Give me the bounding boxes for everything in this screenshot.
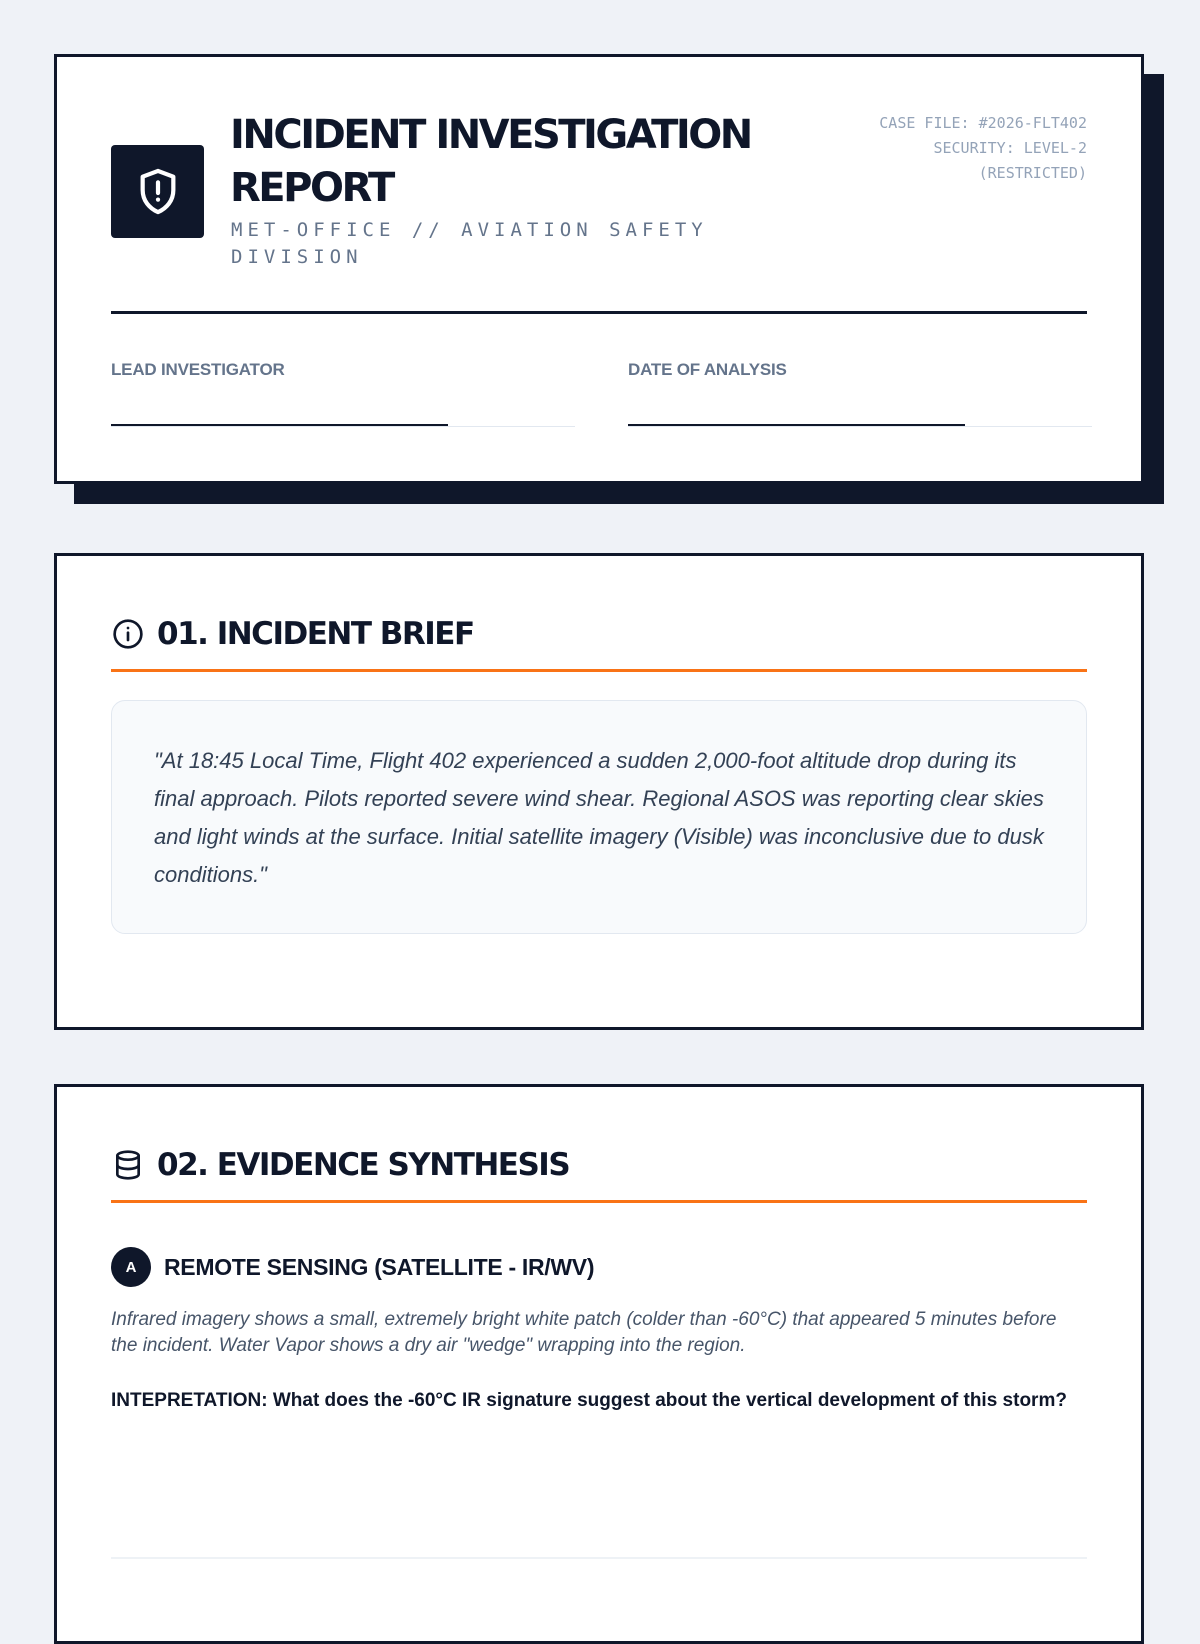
evidence-item-a-description: Infrared imagery shows a small, extremely bright white patch (colder than -60°C) that appeared 5 minutes before the incident. Water Vapor shows a dry air "wedge" wrapping into the region. (111, 1309, 1057, 1356)
evidence-item-a-title: REMOTE SENSING (SATELLITE - IR/WV) (164, 1253, 595, 1280)
header-divider (111, 311, 1087, 314)
restricted-label: (RESTRICTED) (978, 164, 1087, 182)
lead-investigator-field (111, 360, 575, 427)
lead-investigator-label: LEAD INVESTIGATOR (111, 360, 285, 379)
database-icon (111, 1148, 145, 1182)
case-file-number: CASE FILE: #2026-FLT402 (879, 114, 1087, 132)
report-header-card (54, 54, 1144, 484)
shield-alert-icon (135, 167, 181, 217)
incident-brief-title: 01. INCIDENT BRIEF (157, 616, 474, 652)
date-of-analysis-label: DATE OF ANALYSIS (628, 360, 787, 379)
evidence-item-a-badge: A (111, 1247, 151, 1287)
incident-brief-card (54, 553, 1144, 1030)
date-of-analysis-input[interactable] (628, 404, 1092, 427)
report-logo (111, 145, 204, 238)
evidence-synthesis-card (54, 1084, 1144, 1644)
incident-brief-header (111, 616, 1087, 672)
evidence-item-a-question: INTEPRETATION: What does the -60°C IR signature suggest about the vertical development of this storm? (111, 1390, 1067, 1411)
incident-brief-quote: "At 18:45 Local Time, Flight 402 experienced a sudden 2,000-foot altitude drop during its final approach. Pilots reported severe wind shear. Regional ASOS was reporting clear skies and light winds at the surface. Initial satellite imagery (Visible) was inconclusive due to dusk conditions." (111, 700, 1087, 934)
security-level: SECURITY: LEVEL-2 (933, 139, 1087, 157)
lead-investigator-input[interactable] (111, 404, 575, 427)
case-meta (787, 111, 1087, 186)
evidence-synthesis-header (111, 1147, 1087, 1203)
evidence-synthesis-title: 02. EVIDENCE SYNTHESIS (157, 1147, 570, 1183)
report-subtitle: MET-OFFICE // AVIATION SAFETY DIVISION (231, 219, 708, 268)
evidence-item-a-answer-line[interactable] (111, 1557, 1087, 1559)
report-title: INCIDENT INVESTIGATION REPORT (230, 112, 751, 211)
info-icon (111, 617, 145, 651)
date-of-analysis-field (628, 360, 1092, 427)
evidence-item-a-header (111, 1247, 594, 1287)
